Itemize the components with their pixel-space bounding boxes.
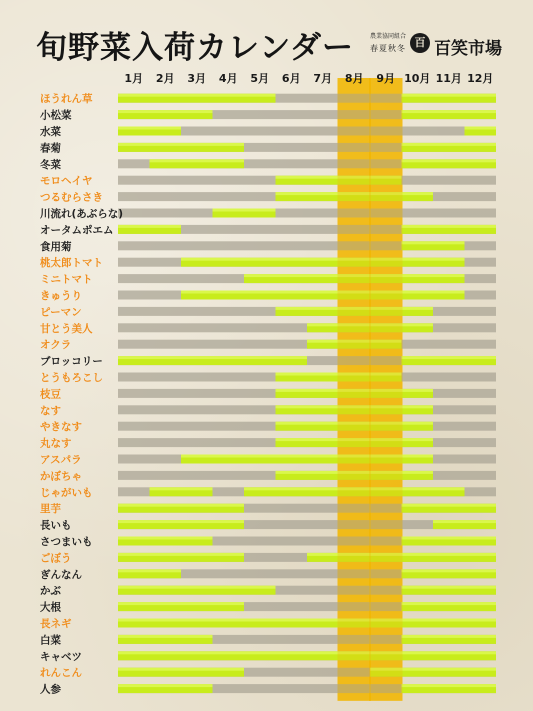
brand-tagline: 春夏秋冬 — [370, 44, 406, 53]
category-label: 大根 — [40, 601, 61, 614]
season-bar-gloss — [150, 159, 245, 162]
season-bar-gloss — [118, 651, 496, 654]
category-label: れんこん — [40, 667, 82, 680]
category-label: 春菊 — [40, 142, 61, 155]
category-label: 里芋 — [40, 503, 61, 516]
season-bar-gloss — [118, 110, 213, 113]
category-label: 桃太郎トマト — [40, 257, 103, 270]
month-label: 5月 — [250, 72, 270, 85]
season-bar-gloss — [181, 258, 465, 261]
category-label: ピーマン — [40, 306, 82, 319]
season-bar-gloss — [181, 291, 465, 294]
season-bar-gloss — [118, 668, 244, 671]
category-label: オクラ — [40, 339, 72, 352]
season-bar-gloss — [118, 602, 244, 605]
month-label: 11月 — [435, 72, 462, 85]
category-label: かぼちゃ — [40, 470, 82, 483]
category-label: 冬菜 — [40, 158, 61, 171]
row-track — [118, 209, 496, 218]
category-label: とうもろこし — [40, 372, 103, 384]
season-bar-gloss — [402, 586, 497, 589]
category-label: ごぼう — [40, 552, 72, 565]
category-label: 長ネギ — [40, 618, 72, 630]
season-bar-gloss — [118, 635, 213, 638]
category-label: キャベツ — [40, 650, 82, 663]
brand-mark-icon: 百 — [410, 33, 430, 53]
season-bar-gloss — [402, 94, 497, 97]
month-label: 3月 — [187, 72, 207, 85]
season-bar-gloss — [118, 504, 244, 507]
month-label: 6月 — [281, 72, 301, 85]
category-label: 丸なす — [40, 437, 72, 450]
season-bar-gloss — [402, 504, 497, 507]
category-label: 水菜 — [40, 126, 61, 138]
season-bar-gloss — [402, 684, 497, 687]
month-label: 10月 — [404, 72, 431, 85]
category-label: アスパラ — [40, 454, 82, 466]
category-label: かぶ — [40, 585, 61, 598]
season-bar-gloss — [118, 127, 181, 130]
season-bar-gloss — [118, 94, 276, 97]
month-label: 4月 — [218, 72, 238, 85]
category-label: オータムポエム — [40, 224, 114, 237]
category-label: 食用菊 — [40, 240, 72, 253]
month-label: 7月 — [313, 72, 333, 85]
season-bar-gloss — [402, 159, 497, 162]
season-bar-gloss — [402, 143, 497, 146]
season-bar-gloss — [213, 209, 276, 212]
season-bar-gloss — [118, 537, 213, 540]
month-label: 9月 — [376, 72, 396, 85]
category-label: 川流れ(あぶらな) — [40, 208, 124, 220]
season-bar-gloss — [402, 356, 497, 359]
month-labels — [124, 72, 493, 85]
highlight-overlay-8 — [338, 78, 372, 701]
category-label: 枝豆 — [40, 388, 61, 401]
category-label: 長いも — [40, 519, 72, 532]
category-label: 人参 — [40, 683, 61, 696]
season-bar-gloss — [433, 520, 496, 523]
category-label: つるむらさき — [40, 191, 103, 204]
month-label: 12月 — [467, 72, 494, 85]
season-bar-gloss — [118, 619, 496, 622]
brand-name: 百笑市場 — [434, 39, 502, 59]
page-title: 旬野菜入荷カレンダー — [36, 30, 354, 66]
season-bar-gloss — [118, 356, 307, 359]
season-bar-gloss — [465, 127, 497, 130]
season-bar-gloss — [118, 143, 244, 146]
season-bar-gloss — [118, 684, 213, 687]
season-bar-gloss — [402, 241, 465, 244]
category-label: さつまいも — [40, 536, 93, 548]
category-label: 甘とう美人 — [40, 322, 93, 335]
brand-tagline-top: 農業協同組合 — [370, 33, 407, 40]
category-label: 小松菜 — [40, 109, 72, 122]
category-label: きゅうり — [40, 290, 82, 302]
month-label: 1月 — [124, 72, 144, 85]
category-labels — [40, 92, 123, 695]
season-bar-gloss — [402, 110, 497, 113]
category-label: ミニトマト — [40, 273, 93, 286]
category-label: ぎんなん — [40, 568, 82, 581]
season-bar-gloss — [150, 487, 213, 490]
season-bar-gloss — [402, 569, 497, 572]
season-bar-gloss — [402, 225, 497, 228]
category-label: じゃがいも — [40, 486, 93, 499]
category-label: ほうれん草 — [40, 93, 93, 106]
season-bar-gloss — [118, 553, 244, 556]
season-bar-gloss — [118, 569, 181, 572]
month-label: 2月 — [155, 72, 175, 85]
category-label: ブロッコリー — [40, 355, 103, 368]
highlight-overlay-9 — [369, 78, 403, 701]
season-bar-gloss — [402, 537, 497, 540]
season-bar-gloss — [118, 520, 244, 523]
season-bar-gloss — [118, 586, 276, 589]
season-bar-gloss — [402, 602, 497, 605]
category-label: なす — [40, 404, 61, 417]
category-label: 白菜 — [40, 634, 61, 647]
season-bar-gloss — [118, 225, 181, 228]
month-label: 8月 — [344, 72, 364, 85]
season-bar-gloss — [402, 635, 497, 638]
category-label: やきなす — [40, 421, 82, 434]
category-label: モロヘイヤ — [40, 175, 93, 188]
highlight-overlay — [338, 78, 403, 701]
